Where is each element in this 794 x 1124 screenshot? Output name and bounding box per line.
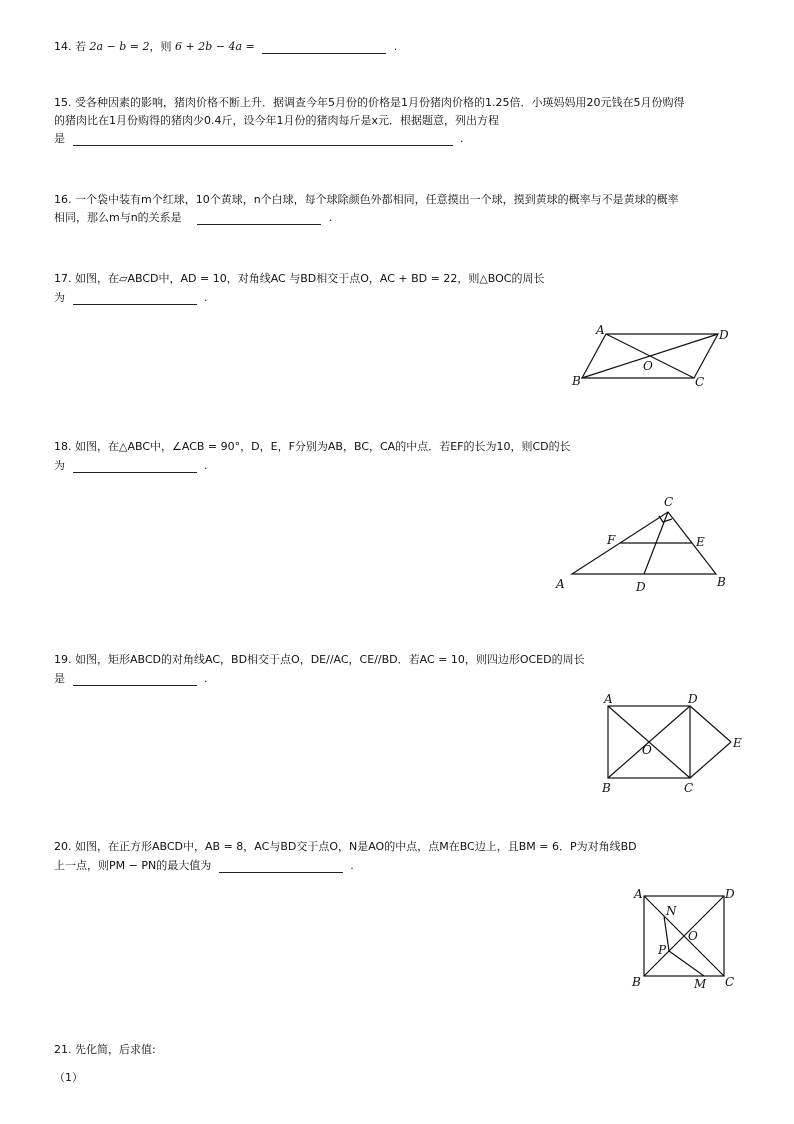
q14-answer-blank[interactable] (262, 42, 386, 54)
q20-line-2: 上一点，则PM − PN的最大值为 (54, 859, 212, 872)
q16-line-2: 相同，那么m与n的关系是 (54, 211, 182, 224)
q19-label-e: E (733, 736, 742, 750)
q20-square-diagram (628, 882, 748, 992)
q20-label-a: A (634, 887, 643, 901)
q17-figure (568, 320, 738, 392)
q17-label-b: B (572, 374, 581, 388)
q15-end: . (460, 132, 464, 145)
q18-label-b: B (717, 575, 726, 589)
q17-end: . (204, 291, 208, 304)
question-16-line-2 (54, 211, 332, 225)
q15-line-1: 受各种因素的影响，猪肉价格不断上升．据调查今年5月份的价格是1月份猪肉价格的1.25倍．小瑛妈妈用20元钱在5月份购得 (75, 96, 685, 109)
question-15-line-3 (54, 132, 464, 146)
q17-answer-blank[interactable] (73, 293, 197, 305)
question-21-sub (54, 1071, 83, 1085)
q17-label-c: C (695, 375, 705, 389)
q15-line-3: 是 (54, 132, 65, 145)
q18-triangle-diagram (550, 492, 740, 596)
q20-answer-blank[interactable] (219, 861, 343, 873)
q14-number: 14. (54, 40, 72, 53)
q18-label-f: F (607, 533, 616, 547)
question-18-line-1 (54, 440, 571, 454)
q20-number: 20. (54, 840, 72, 853)
question-15-line-2 (54, 114, 499, 128)
q17-label-a: A (596, 323, 605, 337)
q20-segment-pm (669, 951, 704, 976)
q19-segment-ce (690, 742, 731, 778)
q18-end: . (204, 459, 208, 472)
q19-label-a: A (604, 692, 613, 706)
q19-label-o: O (642, 743, 652, 757)
q20-figure (628, 882, 748, 992)
q18-number: 18. (54, 440, 72, 453)
q16-number: 16. (54, 193, 72, 206)
q20-label-p: P (658, 943, 667, 957)
q17-label-d: D (719, 328, 729, 342)
question-20-line-2 (54, 859, 354, 873)
q21-text: 先化简，后求值: (75, 1043, 156, 1056)
q19-number: 19. (54, 653, 72, 666)
q19-label-b: B (602, 781, 611, 795)
q19-label-c: C (684, 781, 694, 795)
q17-number: 17. (54, 272, 72, 285)
q19-figure (596, 690, 746, 796)
q19-line-1: 如图，矩形ABCD的对角线AC，BD相交于点O，DE//AC，CE//BD．若AC = 10，则四边形OCED的周长 (75, 653, 585, 666)
question-18-line-2 (54, 459, 208, 473)
q19-end: . (204, 672, 208, 685)
q20-label-m: M (694, 977, 707, 991)
question-16-line-1 (54, 193, 679, 207)
question-17-line-1 (54, 272, 544, 286)
question-19-line-1 (54, 653, 585, 667)
q20-label-c: C (725, 975, 735, 989)
q18-label-d: D (636, 580, 646, 594)
q20-line-1: 如图，在正方形ABCD中，AB = 8，AC与BD交于点O，N是AO的中点，点M在BC边上，且BM = 6．P为对角线BD (75, 840, 637, 853)
question-19-line-2 (54, 672, 208, 686)
question-17-line-2 (54, 291, 208, 305)
q18-line-2: 为 (54, 459, 65, 472)
question-21 (54, 1043, 156, 1057)
q16-line-1: 一个袋中装有m个红球，10个黄球，n个白球，每个球除颜色外都相同，任意摸出一个球，摸到黄球的概率与不是黄球的概率 (75, 193, 679, 206)
q21-subpart-1: （1） (54, 1071, 83, 1084)
q18-figure (550, 492, 740, 596)
q20-label-o: O (688, 929, 698, 943)
q14-text-a: 若 (75, 40, 86, 53)
q14-equation-2: 6 + 2b − 4a = (175, 40, 255, 53)
q18-answer-blank[interactable] (73, 461, 197, 473)
q18-label-a: A (556, 577, 565, 591)
q17-label-o: O (643, 359, 653, 373)
q20-label-d: D (725, 887, 735, 901)
q15-number: 15. (54, 96, 72, 109)
q17-line-1: 如图，在▱ABCD中，AD = 10，对角线AC 与BD相交于点O，AC + BD = 22，则△BOC的周长 (75, 272, 545, 285)
q18-label-c: C (664, 495, 674, 509)
q21-number: 21. (54, 1043, 72, 1056)
q19-answer-blank[interactable] (73, 674, 197, 686)
q20-label-n: N (666, 904, 677, 918)
q14-equation-1: 2a − b = 2 (89, 40, 150, 53)
question-14 (54, 40, 397, 54)
q17-parallelogram-diagram (568, 320, 738, 392)
q18-line-1: 如图，在△ABC中，∠ACB = 90°，D，E，F分别为AB，BC，CA的中点．若EF的长为10，则CD的长 (75, 440, 571, 453)
q19-label-d: D (688, 692, 698, 706)
q15-line-2: 的猪肉比在1月份购得的猪肉少0.4斤，设今年1月份的猪肉每斤是x元．根据题意，列出方程 (54, 114, 499, 127)
q16-end: . (328, 211, 333, 224)
question-15-line-1 (54, 96, 684, 110)
q19-line-2: 是 (54, 672, 65, 685)
q19-segment-de (690, 706, 731, 742)
question-20-line-1 (54, 840, 637, 854)
q20-label-b: B (632, 975, 641, 989)
q19-rectangle-diagram (596, 690, 746, 796)
q14-end: . (393, 40, 398, 53)
q14-text-b: ，则 (149, 40, 172, 53)
q18-label-e: E (696, 535, 705, 549)
q20-end: . (350, 859, 354, 872)
q16-answer-blank[interactable] (197, 213, 321, 225)
q15-answer-blank[interactable] (73, 134, 453, 146)
q17-line-2: 为 (54, 291, 65, 304)
